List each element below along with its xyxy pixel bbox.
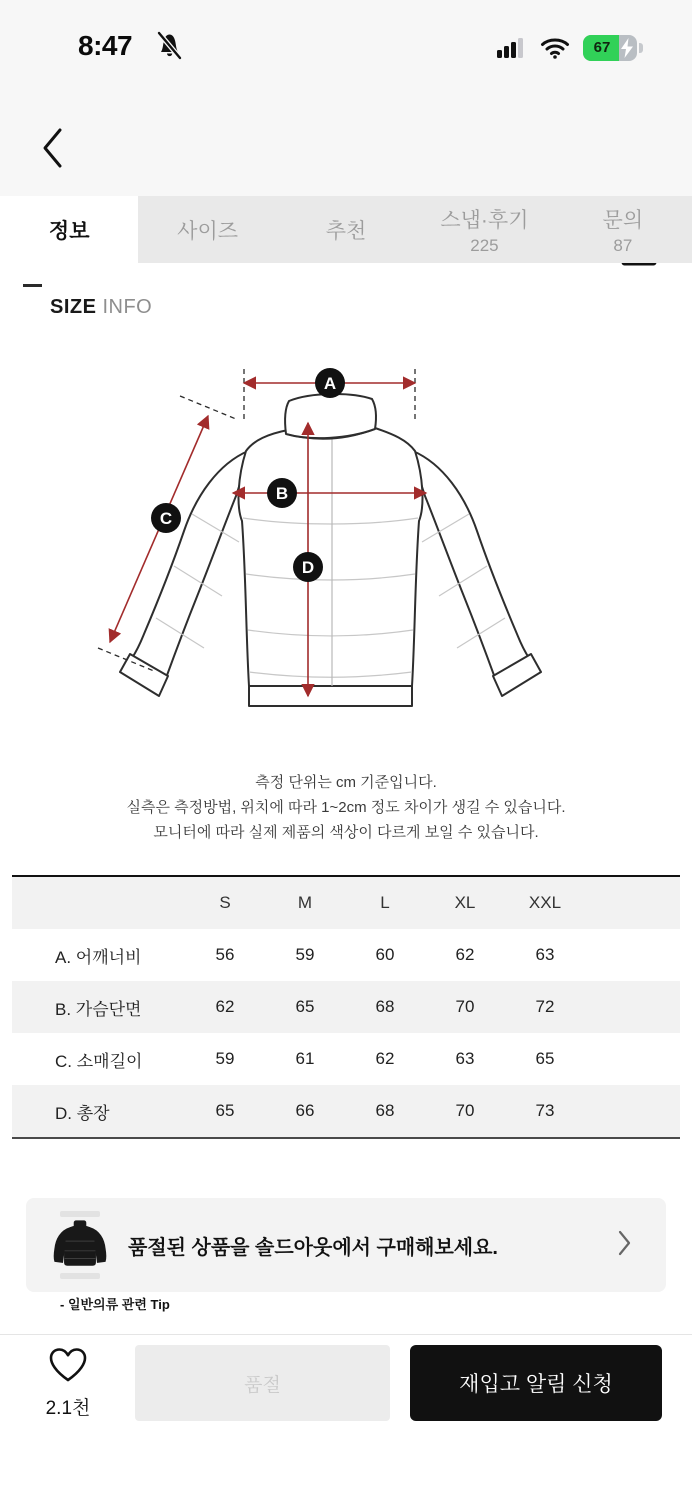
table-cell: 65	[535, 1049, 555, 1068]
wifi-icon	[540, 36, 570, 65]
back-button[interactable]	[40, 126, 66, 175]
table-cell: 72	[535, 997, 555, 1016]
product-thumbnail	[48, 1211, 112, 1279]
tab-1[interactable]	[138, 196, 276, 263]
page-title-secondary: INFO	[102, 296, 153, 318]
nav-bar	[0, 90, 692, 196]
thumb-text-bar	[60, 1273, 100, 1279]
battery-percent: 67	[593, 39, 611, 56]
table-cell: 59	[215, 1049, 235, 1068]
table-cell: D. 총장	[55, 1103, 110, 1123]
table-cell: 62	[215, 997, 235, 1016]
table-cell: S	[219, 893, 231, 912]
table-cell: 62	[375, 1049, 395, 1068]
note-line: 실측은 측정방법, 위치에 따라 1~2cm 정도 차이가 생길 수 있습니다.	[126, 799, 566, 816]
note-line: 측정 단위는 cm 기준입니다.	[255, 774, 437, 791]
notifications-muted-icon	[156, 31, 183, 65]
tab-count: 225	[470, 235, 499, 255]
note-line: 모니터에 따라 실제 제품의 색상이 다르게 보일 수 있습니다.	[153, 824, 539, 841]
table-row	[12, 929, 680, 981]
table-cell: 56	[215, 945, 235, 964]
bottom-action-bar	[0, 1334, 692, 1500]
table-cell: 65	[215, 1101, 235, 1120]
like-button[interactable]	[34, 1347, 102, 1420]
tab-bar	[0, 196, 692, 263]
table-cell: XXL	[528, 893, 562, 912]
table-cell: 63	[535, 945, 555, 964]
table-row	[12, 1085, 680, 1137]
heart-icon	[48, 1347, 88, 1384]
jacket-measurement-diagram	[96, 356, 596, 756]
clothing-tip-label: - 일반의류 관련 Tip	[60, 1297, 170, 1312]
table-cell: B. 가슴단면	[55, 999, 142, 1019]
table-cell: A. 어깨너비	[55, 947, 142, 967]
table-cell: L	[380, 893, 390, 912]
table-cell: 62	[455, 945, 475, 964]
tab-0[interactable]	[0, 196, 138, 263]
tab-label: 추천	[325, 219, 367, 243]
tab-2[interactable]	[277, 196, 415, 263]
like-count: 2.1천	[45, 1398, 91, 1419]
battery-indicator	[583, 35, 637, 61]
tab-label: 정보	[48, 219, 90, 243]
tab-label: 사이즈	[177, 219, 239, 243]
table-header-row	[12, 877, 680, 929]
table-cell: 61	[295, 1049, 315, 1068]
chevron-right-icon	[618, 1230, 632, 1261]
charging-bolt-icon	[620, 38, 634, 61]
table-cell: C. 소매길이	[55, 1051, 143, 1071]
table-row	[12, 1033, 680, 1085]
measurement-notes	[0, 770, 692, 845]
battery-nub	[639, 43, 643, 53]
size-table	[12, 875, 680, 1139]
label-b: B	[275, 484, 289, 503]
table-cell: 60	[375, 945, 395, 964]
status-bar	[0, 0, 692, 90]
section-dash	[23, 284, 42, 287]
jacket-body	[239, 423, 423, 706]
table-cell: 73	[535, 1101, 555, 1120]
tab-label: 스냅·후기	[440, 208, 529, 232]
label-a: A	[323, 374, 337, 393]
restock-alert-button[interactable]: 재입고 알림 신청	[410, 1345, 662, 1421]
tab-count: 87	[613, 235, 633, 255]
jacket-collar	[285, 394, 376, 439]
table-row	[12, 981, 680, 1033]
table-cell: M	[297, 893, 313, 912]
tab-3[interactable]	[415, 196, 553, 263]
table-cell: 70	[455, 1101, 475, 1120]
table-cell: 65	[295, 997, 315, 1016]
table-cell: 70	[455, 997, 475, 1016]
soldout-banner[interactable]	[26, 1198, 666, 1292]
table-cell: 68	[375, 997, 395, 1016]
table-cell: 66	[295, 1101, 315, 1120]
table-cell: 63	[455, 1049, 475, 1068]
table-cell: XL	[454, 893, 476, 912]
tab-4[interactable]	[554, 196, 692, 263]
label-c: C	[159, 509, 173, 528]
label-d: D	[301, 558, 315, 577]
banner-text: 품절된 상품을 솔드아웃에서 구매해보세요.	[128, 1236, 498, 1259]
cellular-signal-icon	[497, 37, 527, 64]
black-jacket-icon	[51, 1217, 109, 1273]
tab-label: 문의	[602, 208, 644, 232]
table-cell: 68	[375, 1101, 395, 1120]
soldout-button[interactable]: 품절	[135, 1345, 390, 1421]
clock: 8:47	[78, 30, 133, 61]
table-cell: 59	[295, 945, 315, 964]
page-title-primary: SIZE	[50, 296, 97, 318]
page-title	[50, 296, 152, 319]
